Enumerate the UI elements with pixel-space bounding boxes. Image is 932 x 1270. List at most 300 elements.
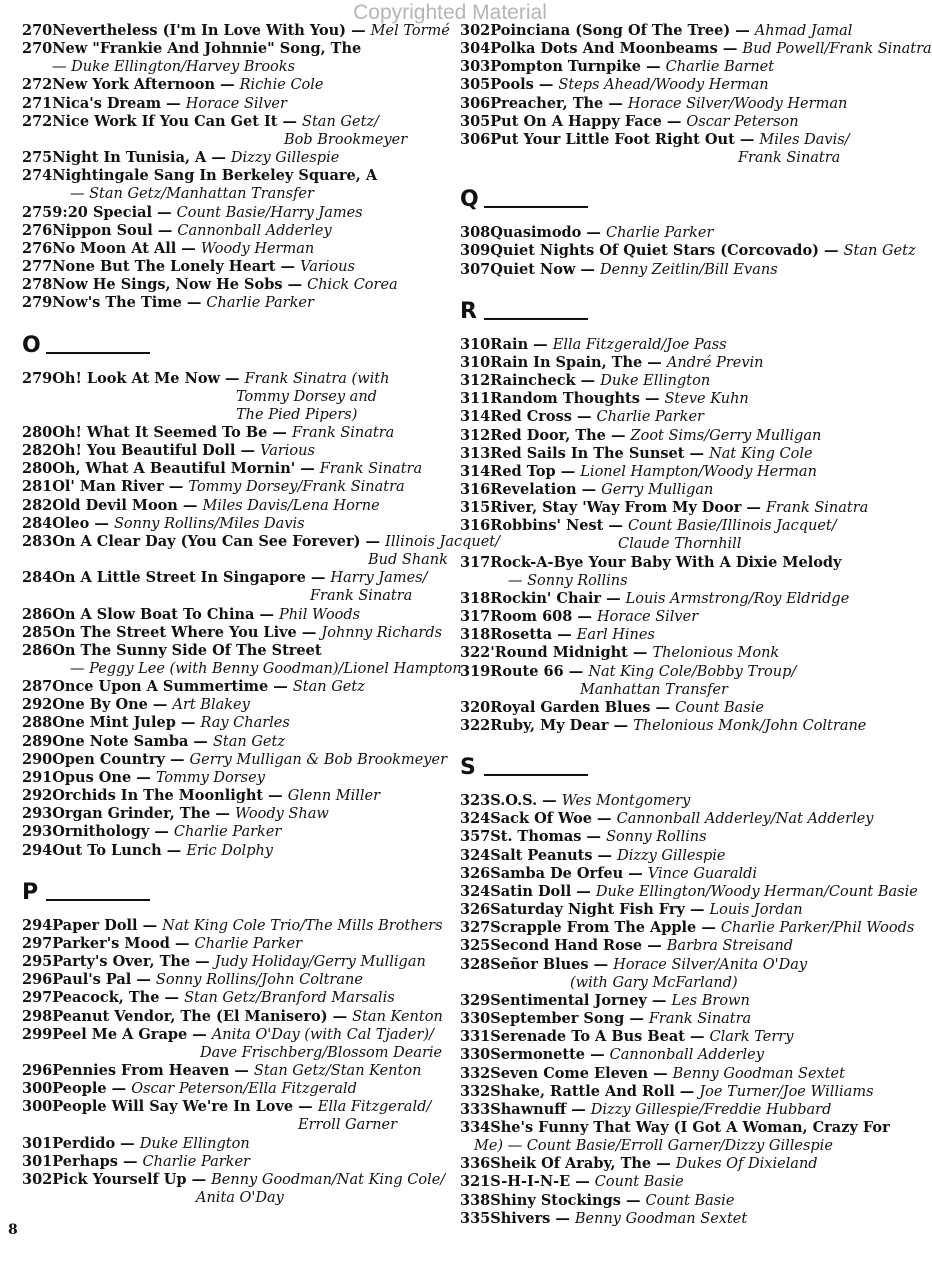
index-entry (22, 240, 442, 258)
song-title: Quiet Nights Of Quiet Stars (Corcovado) (490, 242, 819, 260)
entry-first-line (460, 1210, 885, 1228)
index-entry (22, 714, 442, 732)
artist-name: Stan Getz/ (302, 113, 379, 130)
entry-first-line (22, 569, 442, 587)
em-dash: — (648, 1064, 673, 1082)
page-ref: 315 (460, 499, 491, 517)
index-entry (22, 95, 442, 113)
page-ref: 330 (460, 1010, 491, 1028)
song-title: New York Afternoon (52, 76, 216, 94)
em-dash: — (293, 1098, 318, 1116)
artist-name: Les Brown (671, 992, 750, 1009)
entry-first-line (460, 919, 915, 937)
entry-first-line (460, 699, 885, 717)
index-entry (460, 1028, 885, 1046)
em-dash: — (187, 1025, 212, 1043)
entry-first-line (460, 58, 885, 76)
em-dash: — (550, 1209, 575, 1227)
page-ref: 279 (22, 369, 53, 387)
page-ref: 282 (22, 496, 53, 514)
page-ref: 286 (22, 605, 53, 623)
copyright-watermark: Copyrighted Material (353, 1, 547, 24)
artist-name: Oscar Peterson (686, 113, 799, 130)
em-dash: — (571, 408, 597, 426)
song-title: Night In Tunisia, A (52, 149, 207, 167)
index-entry (22, 515, 442, 533)
artist-name: Ella Fitzgerald/ (317, 1099, 432, 1116)
page-ref: 286 (22, 641, 53, 659)
entry-first-line (460, 1192, 885, 1210)
em-dash: — (117, 1152, 143, 1170)
song-title: St. Thomas (490, 828, 582, 846)
section-letter: R (460, 298, 477, 324)
artist-name: Frank Sinatra (with (244, 370, 390, 387)
entry-first-line (460, 113, 885, 131)
artist-name: Thelonious Monk (652, 645, 780, 662)
song-title: New "Frankie And Johnnie" Song, The (52, 40, 362, 58)
index-entry (22, 113, 442, 149)
index-entry (460, 445, 885, 463)
artist-name: Steps Ahead/Woody Herman (558, 77, 769, 94)
em-dash: — (627, 644, 653, 662)
em-dash: — (115, 1134, 140, 1152)
index-entry (460, 481, 885, 499)
page-ref: 314 (460, 462, 491, 480)
em-dash: — (661, 112, 687, 130)
page-ref: 284 (22, 569, 53, 587)
song-title: Parker's Mood (52, 934, 170, 952)
page-ref: 312 (460, 372, 491, 390)
page-ref: 300 (22, 1080, 53, 1098)
song-title: Orchids In The Moonlight (52, 787, 264, 805)
artist-name: Stan Getz/Branford Marsalis (184, 990, 395, 1007)
page-ref: 270 (22, 22, 53, 39)
section-rule (484, 318, 588, 320)
em-dash: — (186, 1170, 212, 1188)
index-entry (22, 733, 442, 751)
artist-name: Sonny Rollins/Miles Davis (113, 515, 305, 532)
artist-continuation: Frank Sinatra (310, 588, 413, 605)
index-entry (22, 442, 442, 460)
index-entry (460, 354, 885, 372)
song-title: Red Cross (490, 408, 572, 426)
index-entry (22, 641, 462, 678)
em-dash: — (684, 901, 710, 919)
em-dash: — (229, 1061, 254, 1079)
song-title: Out To Lunch (52, 841, 162, 859)
song-title: Oleo (52, 514, 90, 532)
entry-first-line (460, 847, 885, 865)
entry-first-line (22, 276, 442, 294)
section-letter: O (22, 332, 41, 358)
page-ref: 290 (22, 750, 53, 768)
entry-first-line (22, 1080, 442, 1098)
index-entry (460, 242, 916, 260)
index-entry (22, 294, 442, 312)
entry-first-line (460, 937, 885, 955)
index-entry (22, 222, 442, 240)
page-ref: 317 (460, 553, 491, 571)
em-dash: — (605, 426, 631, 444)
em-dash: — (581, 224, 606, 242)
index-entry (460, 131, 885, 167)
song-title: S.O.S. (490, 792, 538, 810)
index-entry (460, 390, 885, 408)
index-entry (22, 478, 442, 496)
section-rule (46, 899, 150, 901)
index-entry (22, 624, 442, 642)
em-dash: — (360, 532, 386, 550)
song-title: On The Sunny Side Of The Street (52, 641, 322, 659)
page-ref: 305 (460, 76, 491, 94)
song-title: Serenade To A Bus Beat (490, 1028, 685, 1046)
em-dash: — (282, 276, 308, 294)
page-ref: 309 (460, 242, 491, 260)
song-title: Shiny Stockings (490, 1191, 621, 1209)
song-title: Ornithology (52, 823, 150, 841)
index-entry (460, 1101, 885, 1119)
song-title: Oh! What It Seemed To Be (52, 423, 268, 441)
entry-first-line (22, 935, 442, 953)
index-entry (22, 935, 442, 953)
index-entry (22, 497, 442, 515)
song-title: No Moon At All (52, 239, 177, 257)
page-ref: 304 (460, 40, 491, 58)
index-entry (460, 113, 885, 131)
index-entry (460, 1192, 885, 1210)
artist-name: Charlie Parker (206, 295, 314, 312)
page-ref: 357 (460, 828, 491, 846)
entry-first-line (460, 40, 932, 58)
artist-name: Louis Armstrong/Roy Eldridge (625, 590, 850, 607)
entry-first-line (22, 1026, 442, 1044)
index-entry (460, 901, 885, 919)
index-entry (460, 224, 885, 242)
entry-first-line (22, 460, 442, 478)
em-dash: — (131, 768, 156, 786)
page-ref: 297 (22, 934, 53, 952)
page-ref: 296 (22, 1061, 53, 1079)
em-dash: — (215, 76, 240, 94)
em-dash: — (818, 242, 844, 260)
index-entry (22, 787, 442, 805)
artist-name: Illinois Jacquet/ (385, 533, 500, 550)
em-dash: — (572, 608, 597, 626)
index-entry (22, 167, 442, 203)
entry-first-line (460, 22, 885, 40)
artist-name: Mel Tormé (370, 23, 450, 39)
artist-name: Ray Charles (200, 715, 290, 732)
page-ref: 289 (22, 732, 53, 750)
artist-name: Frank Sinatra (648, 1011, 752, 1028)
page-ref: 275 (22, 149, 53, 167)
song-title: Red Door, The (490, 426, 606, 444)
em-dash: — (651, 1155, 676, 1173)
artist-name: Judy Holiday/Gerry Mulligan (214, 954, 426, 971)
entry-first-line (460, 224, 885, 242)
em-dash: — (588, 955, 614, 973)
entry-first-line (460, 390, 885, 408)
page-ref: 317 (460, 608, 491, 626)
index-entry (22, 842, 442, 860)
song-title: Raincheck (490, 372, 576, 390)
page-ref: 298 (22, 1007, 53, 1025)
em-dash: — (175, 714, 201, 732)
artist-name: Count Basie/Illinois Jacquet/ (627, 518, 837, 535)
index-entry (22, 678, 442, 696)
song-title: Nice Work If You Can Get It (52, 112, 278, 130)
em-dash: — (623, 864, 648, 882)
artist-name: Glenn Miller (287, 788, 381, 805)
em-dash: — (296, 623, 322, 641)
index-entry (22, 989, 442, 1007)
em-dash: — (161, 841, 187, 859)
page-ref: 327 (460, 919, 491, 937)
song-title: Put On A Happy Face (490, 112, 662, 130)
song-title: Saturday Night Fish Fry (490, 901, 685, 919)
index-entry (22, 1062, 442, 1080)
song-title: Peanut Vendor, The (El Manisero) (52, 1007, 328, 1025)
em-dash: — (159, 989, 185, 1007)
song-title: People (52, 1080, 107, 1098)
song-title: Preacher, The (490, 94, 604, 112)
entry-first-line (460, 354, 885, 372)
index-entry (22, 1135, 442, 1153)
song-title: One By One (52, 696, 148, 714)
index-entry (22, 805, 442, 823)
entry-first-line (22, 515, 442, 533)
index-entry (22, 40, 442, 76)
index-entry (22, 460, 442, 478)
song-title: Satin Doll (490, 882, 572, 900)
index-entry (460, 699, 885, 717)
page-ref: 318 (460, 589, 491, 607)
artist-name: Harry James/ (330, 570, 428, 587)
artist-name: Dukes Of Dixieland (675, 1156, 818, 1173)
page-ref: 322 (460, 717, 491, 734)
em-dash: — (176, 239, 201, 257)
entry-first-line (460, 463, 885, 481)
entry-first-line (460, 590, 885, 608)
artist-name: Sonny Rollins/John Coltrane (155, 972, 363, 989)
artist-continuation: — Stan Getz/Manhattan Transfer (70, 186, 314, 203)
entry-first-line (22, 22, 450, 40)
song-title: One Note Samba (52, 732, 189, 750)
em-dash: — (570, 1173, 595, 1191)
index-entry (460, 1065, 885, 1083)
em-dash: — (575, 372, 601, 390)
song-title: Paul's Pal (52, 971, 132, 989)
index-entry (460, 882, 918, 901)
em-dash: — (696, 919, 721, 937)
artist-continuation: Anita O'Day (196, 1190, 284, 1207)
entry-first-line (460, 717, 885, 735)
page-ref: 334 (460, 1118, 491, 1136)
artist-continuation: Tommy Dorsey and (236, 388, 377, 405)
page-ref: 319 (460, 662, 491, 680)
em-dash: — (555, 462, 581, 480)
page-ref: 311 (460, 390, 491, 408)
entry-first-line (22, 1153, 442, 1171)
index-entry (460, 76, 885, 94)
entry-first-line (460, 1101, 885, 1119)
artist-name: Tommy Dorsey (155, 769, 265, 786)
page-ref: 313 (460, 444, 491, 462)
section-header (460, 298, 885, 326)
entry-first-line (460, 1118, 890, 1137)
index-entry (22, 424, 442, 442)
page-ref: 284 (22, 514, 53, 532)
song-title: Ruby, My Dear (490, 717, 609, 734)
artist-name: Cannonball Adderley/Nat Adderley (616, 811, 874, 828)
entry-first-line (22, 76, 442, 94)
index-entry (22, 149, 442, 167)
section-letter: S (460, 755, 476, 781)
entry-first-line (22, 750, 448, 769)
em-dash: — (152, 221, 178, 239)
artist-name: Stan Getz/Stan Kenton (253, 1062, 422, 1079)
entry-first-line (22, 370, 442, 388)
index-entry (460, 261, 885, 279)
song-title: Sentimental Jorney (490, 991, 647, 1009)
entry-first-line (22, 167, 442, 185)
index-entry (460, 40, 932, 58)
entry-first-line (460, 1155, 885, 1173)
artist-name: Zoot Sims/Gerry Mulligan (630, 427, 822, 444)
page-ref: 277 (22, 258, 53, 276)
em-dash: — (576, 480, 602, 498)
index-entry (460, 644, 885, 662)
em-dash: — (152, 203, 177, 221)
song-title: Pools (490, 76, 534, 94)
song-title: Now He Sings, Now He Sobs (52, 276, 283, 294)
artist-name: Horace Silver/Anita O'Day (613, 956, 808, 973)
artist-name: Steve Kuhn (664, 391, 749, 408)
index-entry (22, 76, 442, 94)
index-entry (460, 499, 885, 517)
entry-first-line (22, 787, 442, 805)
index-entry (460, 1083, 885, 1101)
entry-first-line (460, 554, 885, 572)
em-dash: — (327, 1007, 353, 1025)
page-ref: 295 (22, 953, 53, 971)
index-entry (460, 992, 885, 1010)
entry-first-line (460, 992, 885, 1010)
song-title: Red Sails In The Sunset (490, 444, 685, 462)
index-entry (460, 95, 885, 113)
artist-continuation: — Sonny Rollins (508, 572, 628, 589)
page-ref: 270 (22, 40, 53, 58)
em-dash: — (734, 130, 760, 148)
page-ref: 314 (460, 408, 491, 426)
song-title: September Song (490, 1010, 625, 1028)
section-rule (46, 352, 150, 354)
song-title: Ol' Man River (52, 478, 164, 496)
artist-continuation: Frank Sinatra (738, 150, 841, 167)
entry-first-line (22, 1062, 442, 1080)
index-entry (22, 917, 442, 935)
entry-first-line (460, 792, 885, 810)
page-ref: 338 (460, 1191, 491, 1209)
artist-name: Charlie Parker (194, 935, 303, 952)
song-title: Nica's Dream (52, 94, 162, 112)
page-ref: 300 (22, 1098, 53, 1116)
page-ref: 272 (22, 112, 53, 130)
entry-first-line (460, 1010, 885, 1028)
em-dash: — (585, 1046, 610, 1064)
page-ref: 324 (460, 810, 491, 828)
artist-name: Oscar Peterson/Ella Fitzgerald (131, 1081, 357, 1098)
artist-continuation: — Peggy Lee (with Benny Goodman)/Lionel Hampton (70, 661, 462, 677)
index-entry (22, 276, 442, 294)
em-dash: — (684, 1028, 710, 1046)
em-dash: — (642, 353, 667, 371)
index-entry (22, 769, 442, 787)
page-ref: 336 (460, 1155, 491, 1173)
page-ref: 275 (22, 203, 53, 221)
index-entry (460, 828, 885, 846)
right-column (460, 22, 932, 1228)
section-letter: Q (460, 187, 479, 213)
artist-name: Miles Davis/Lena Horne (202, 497, 380, 514)
artist-name: Tommy Dorsey/Frank Sinatra (188, 479, 405, 496)
entry-first-line (460, 427, 885, 445)
em-dash: — (190, 953, 215, 971)
artist-name: Woody Shaw (234, 806, 329, 823)
em-dash: — (164, 750, 190, 768)
artist-name: Charlie Parker (142, 1153, 250, 1170)
entry-first-line (460, 242, 916, 260)
em-dash: — (571, 882, 596, 900)
em-dash: — (267, 423, 292, 441)
page-ref: 294 (22, 841, 53, 859)
page-number: 8 (8, 1222, 18, 1238)
artist-name: Horace Silver/Woody Herman (627, 95, 848, 112)
artist-continuation: Manhattan Transfer (580, 681, 728, 698)
artist-name: André Previn (666, 354, 764, 371)
artist-name: Sonny Rollins (606, 829, 707, 846)
artist-name: Thelonious Monk/John Coltrane (633, 718, 867, 734)
em-dash: — (674, 1082, 700, 1100)
entry-first-line (460, 626, 885, 644)
entry-first-line (22, 714, 442, 732)
artist-name: Phil Woods (279, 606, 361, 623)
page-ref: 335 (460, 1209, 491, 1227)
entry-first-line (22, 624, 442, 642)
page-ref: 288 (22, 714, 53, 732)
page-ref: 303 (460, 58, 491, 76)
section-letter: P (22, 879, 39, 905)
song-title: Nightingale Sang In Berkeley Square, A (52, 167, 378, 185)
em-dash: — (646, 991, 672, 1009)
song-title: River, Stay 'Way From My Door (490, 499, 742, 517)
song-title: Shawnuff (490, 1100, 567, 1118)
artist-name: Anita O'Day (with Cal Tjader)/ (211, 1026, 434, 1043)
page-ref: 305 (460, 112, 491, 130)
song-title: Perhaps (52, 1152, 118, 1170)
song-title: Shivers (490, 1209, 551, 1227)
em-dash: — (533, 76, 559, 94)
artist-name: Chick Corea (307, 277, 398, 294)
artist-continuation: Bob Brookmeyer (284, 131, 408, 148)
entry-first-line (22, 733, 442, 751)
artist-name: Gerry Mulligan & Bob Brookmeyer (189, 751, 448, 768)
artist-name: Nat King Cole/Bobby Troup/ (588, 663, 797, 680)
page-ref: 307 (460, 260, 491, 278)
entry-first-line (460, 882, 918, 901)
em-dash: — (563, 662, 589, 680)
index-entry (460, 1155, 885, 1173)
